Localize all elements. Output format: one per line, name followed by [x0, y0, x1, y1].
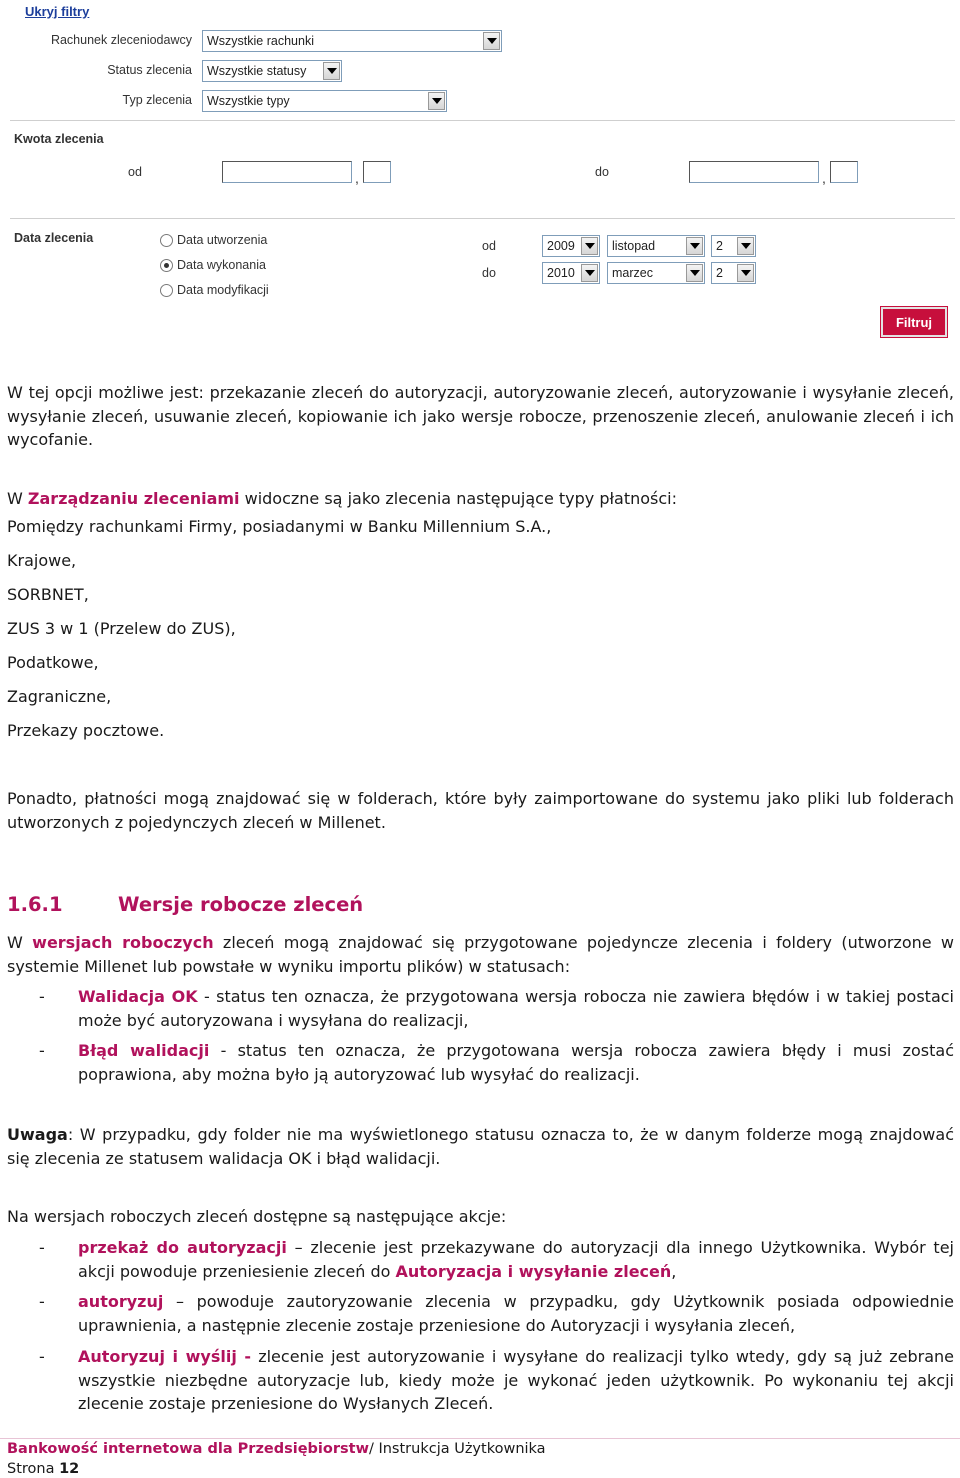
divider — [10, 120, 955, 121]
radio-button[interactable] — [160, 234, 173, 247]
filter-button[interactable]: Filtruj — [881, 307, 947, 337]
term-pass-to-authorization: przekaż do autoryzacji — [78, 1238, 287, 1257]
chevron-down-icon — [737, 264, 754, 282]
from-day-select[interactable]: 2 — [711, 235, 756, 257]
term-validation-ok: Walidacja OK — [78, 987, 198, 1006]
action-item: - autoryzuj – powoduje zautoryzowanie zlecenia w przypadku, gdy Użytkownik posiada odpowiednie uprawnienia, a następnie zlecenie zostaje przeniesione do Autoryzacji i wysyłania zleceń, — [39, 1292, 954, 1335]
note-paragraph: Uwaga: W przypadku, gdy folder nie ma wyświetlonego statusu oznacza to, że w danym folderze mogą znajdować się zlecenia ze statusem walidacja OK i błąd walidacji. — [7, 1125, 954, 1168]
chevron-down-icon — [323, 62, 340, 80]
note-label: Uwaga — [7, 1125, 68, 1144]
chevron-down-icon — [483, 32, 500, 50]
filter-panel-screenshot — [0, 0, 960, 345]
decimal-separator: , — [822, 170, 826, 186]
type-select[interactable]: Wszystkie typy — [202, 90, 447, 112]
payment-type-item: Przekazy pocztowe. — [7, 721, 165, 740]
term-drafts: wersjach roboczych — [32, 933, 214, 952]
chevron-down-icon — [428, 92, 445, 110]
amount-section-title: Kwota zlecenia — [14, 132, 104, 146]
action-item: - Autoryzuj i wyślij - zlecenie jest autoryzowanie i wysyłane do realizacji tylko wtedy, gdy są już zebrane wszystkie niezbędne autoryzacje lub, kiedy może je wykonać jeden użytkownik. Po wykonaniu tej akcji zlecenie zostaje przeniesione do Wysłanych Zleceń. — [39, 1347, 954, 1413]
from-month-select[interactable]: listopad — [607, 235, 705, 257]
intro-paragraph: W tej opcji możliwe jest: przekazanie zleceń do autoryzacji, autoryzowanie zleceń, autoryzowanie i wysyłanie zleceń, wysyłanie zleceń, usuwanie zleceń, kopiowanie ich jako wersje robocze, przenoszenie zleceń, anulowanie zleceń i ich wycofanie. — [7, 383, 954, 449]
date-to-label: do — [482, 266, 496, 280]
term-authorize-and-send: Autoryzuj i wyślij - — [78, 1347, 252, 1366]
footer-divider — [0, 1438, 960, 1439]
payment-type-item: Podatkowe, — [7, 653, 99, 672]
account-label: Rachunek zleceniodawcy — [50, 33, 192, 47]
payment-type-item: SORBNET, — [7, 585, 89, 604]
actions-intro: Na wersjach roboczych zleceń dostępne są następujące akcje: — [7, 1207, 507, 1226]
type-label: Typ zlecenia — [122, 93, 192, 107]
folders-paragraph: Ponadto, płatności mogą znajdować się w folderach, które były zaimportowane do systemu jako pliki lub folderach utworzonych z pojedynczych zleceń w Millenet. — [7, 789, 954, 832]
decimal-separator: , — [355, 170, 359, 186]
footer-title: Bankowość internetowa dla Przedsiębiorstw/ Instrukcja Użytkownika — [7, 1441, 546, 1457]
payment-type-item: Zagraniczne, — [7, 687, 112, 706]
term-authorize: autoryzuj — [78, 1292, 164, 1311]
term-authorization-and-sending: Autoryzacja i wysyłanie zleceń — [395, 1261, 672, 1281]
action-item: - przekaż do autoryzacji – zlecenie jest przekazywane do autoryzacji dla innego Użytkownika. Wybór tej akcji powoduje przeniesienie zleceń do Autoryzacja i wysyłanie zleceń, — [39, 1238, 954, 1281]
payment-type-item: Pomiędzy rachunkami Firmy, posiadanymi w Banku Millennium S.A., — [7, 517, 552, 536]
to-year-select[interactable]: 2010 — [542, 262, 600, 284]
drafts-paragraph: W wersjach roboczych zleceń mogą znajdować się przygotowane pojedyncze zlecenia i foldery (utworzone w systemie Millenet lub powstałe w wyniku importu plików) w statusach: — [7, 933, 955, 976]
section-title: Wersje robocze zleceń — [118, 893, 364, 916]
radio-date-executed[interactable]: Data wykonania — [160, 258, 266, 272]
payment-type-item: ZUS 3 w 1 (Przelew do ZUS), — [7, 619, 236, 638]
divider — [10, 218, 955, 219]
amount-to-input[interactable] — [689, 161, 819, 183]
section-number: 1.6.1 — [7, 893, 63, 916]
hide-filters-link[interactable]: Ukryj filtry — [25, 4, 90, 19]
chevron-down-icon — [581, 264, 598, 282]
account-select[interactable]: Wszystkie rachunki — [202, 30, 502, 52]
from-year-select[interactable]: 2009 — [542, 235, 600, 257]
term-validation-error: Błąd walidacji — [78, 1041, 210, 1060]
radio-date-modified[interactable]: Data modyfikacji — [160, 283, 269, 297]
chevron-down-icon — [686, 237, 703, 255]
radio-button[interactable] — [160, 284, 173, 297]
payment-type-item: Krajowe, — [7, 551, 77, 570]
status-select[interactable]: Wszystkie statusy — [202, 60, 342, 82]
status-item: - Błąd walidacji - status ten oznacza, że przygotowana wersja robocza zawiera błędy i musi zostać poprawiona, aby można było ją autoryzować lub wysyłać do realizacji. — [39, 1041, 955, 1084]
radio-button-selected[interactable] — [160, 259, 173, 272]
date-from-label: od — [482, 239, 496, 253]
to-month-select[interactable]: marzec — [607, 262, 705, 284]
page-number: Strona 12 — [7, 1461, 80, 1477]
chevron-down-icon — [686, 264, 703, 282]
amount-from-label: od — [128, 165, 142, 179]
status-label: Status zlecenia — [107, 63, 192, 77]
amount-from-decimals-input[interactable] — [363, 161, 391, 183]
radio-date-created[interactable]: Data utworzenia — [160, 233, 267, 247]
amount-to-decimals-input[interactable] — [830, 161, 858, 183]
status-item: - Walidacja OK - status ten oznacza, że przygotowana wersja robocza nie zawiera błędów i w takiej postaci może być autoryzowana i wysyłana do realizacji, — [39, 987, 955, 1030]
date-section-title: Data zlecenia — [14, 231, 94, 245]
amount-to-label: do — [595, 165, 609, 179]
payment-types-intro: W Zarządzaniu zleceniami widoczne są jako zlecenia następujące typy płatności: — [7, 489, 677, 508]
chevron-down-icon — [581, 237, 598, 255]
to-day-select[interactable]: 2 — [711, 262, 756, 284]
chevron-down-icon — [737, 237, 754, 255]
amount-from-input[interactable] — [222, 161, 352, 183]
term-order-management: Zarządzaniu zleceniami — [27, 489, 240, 508]
